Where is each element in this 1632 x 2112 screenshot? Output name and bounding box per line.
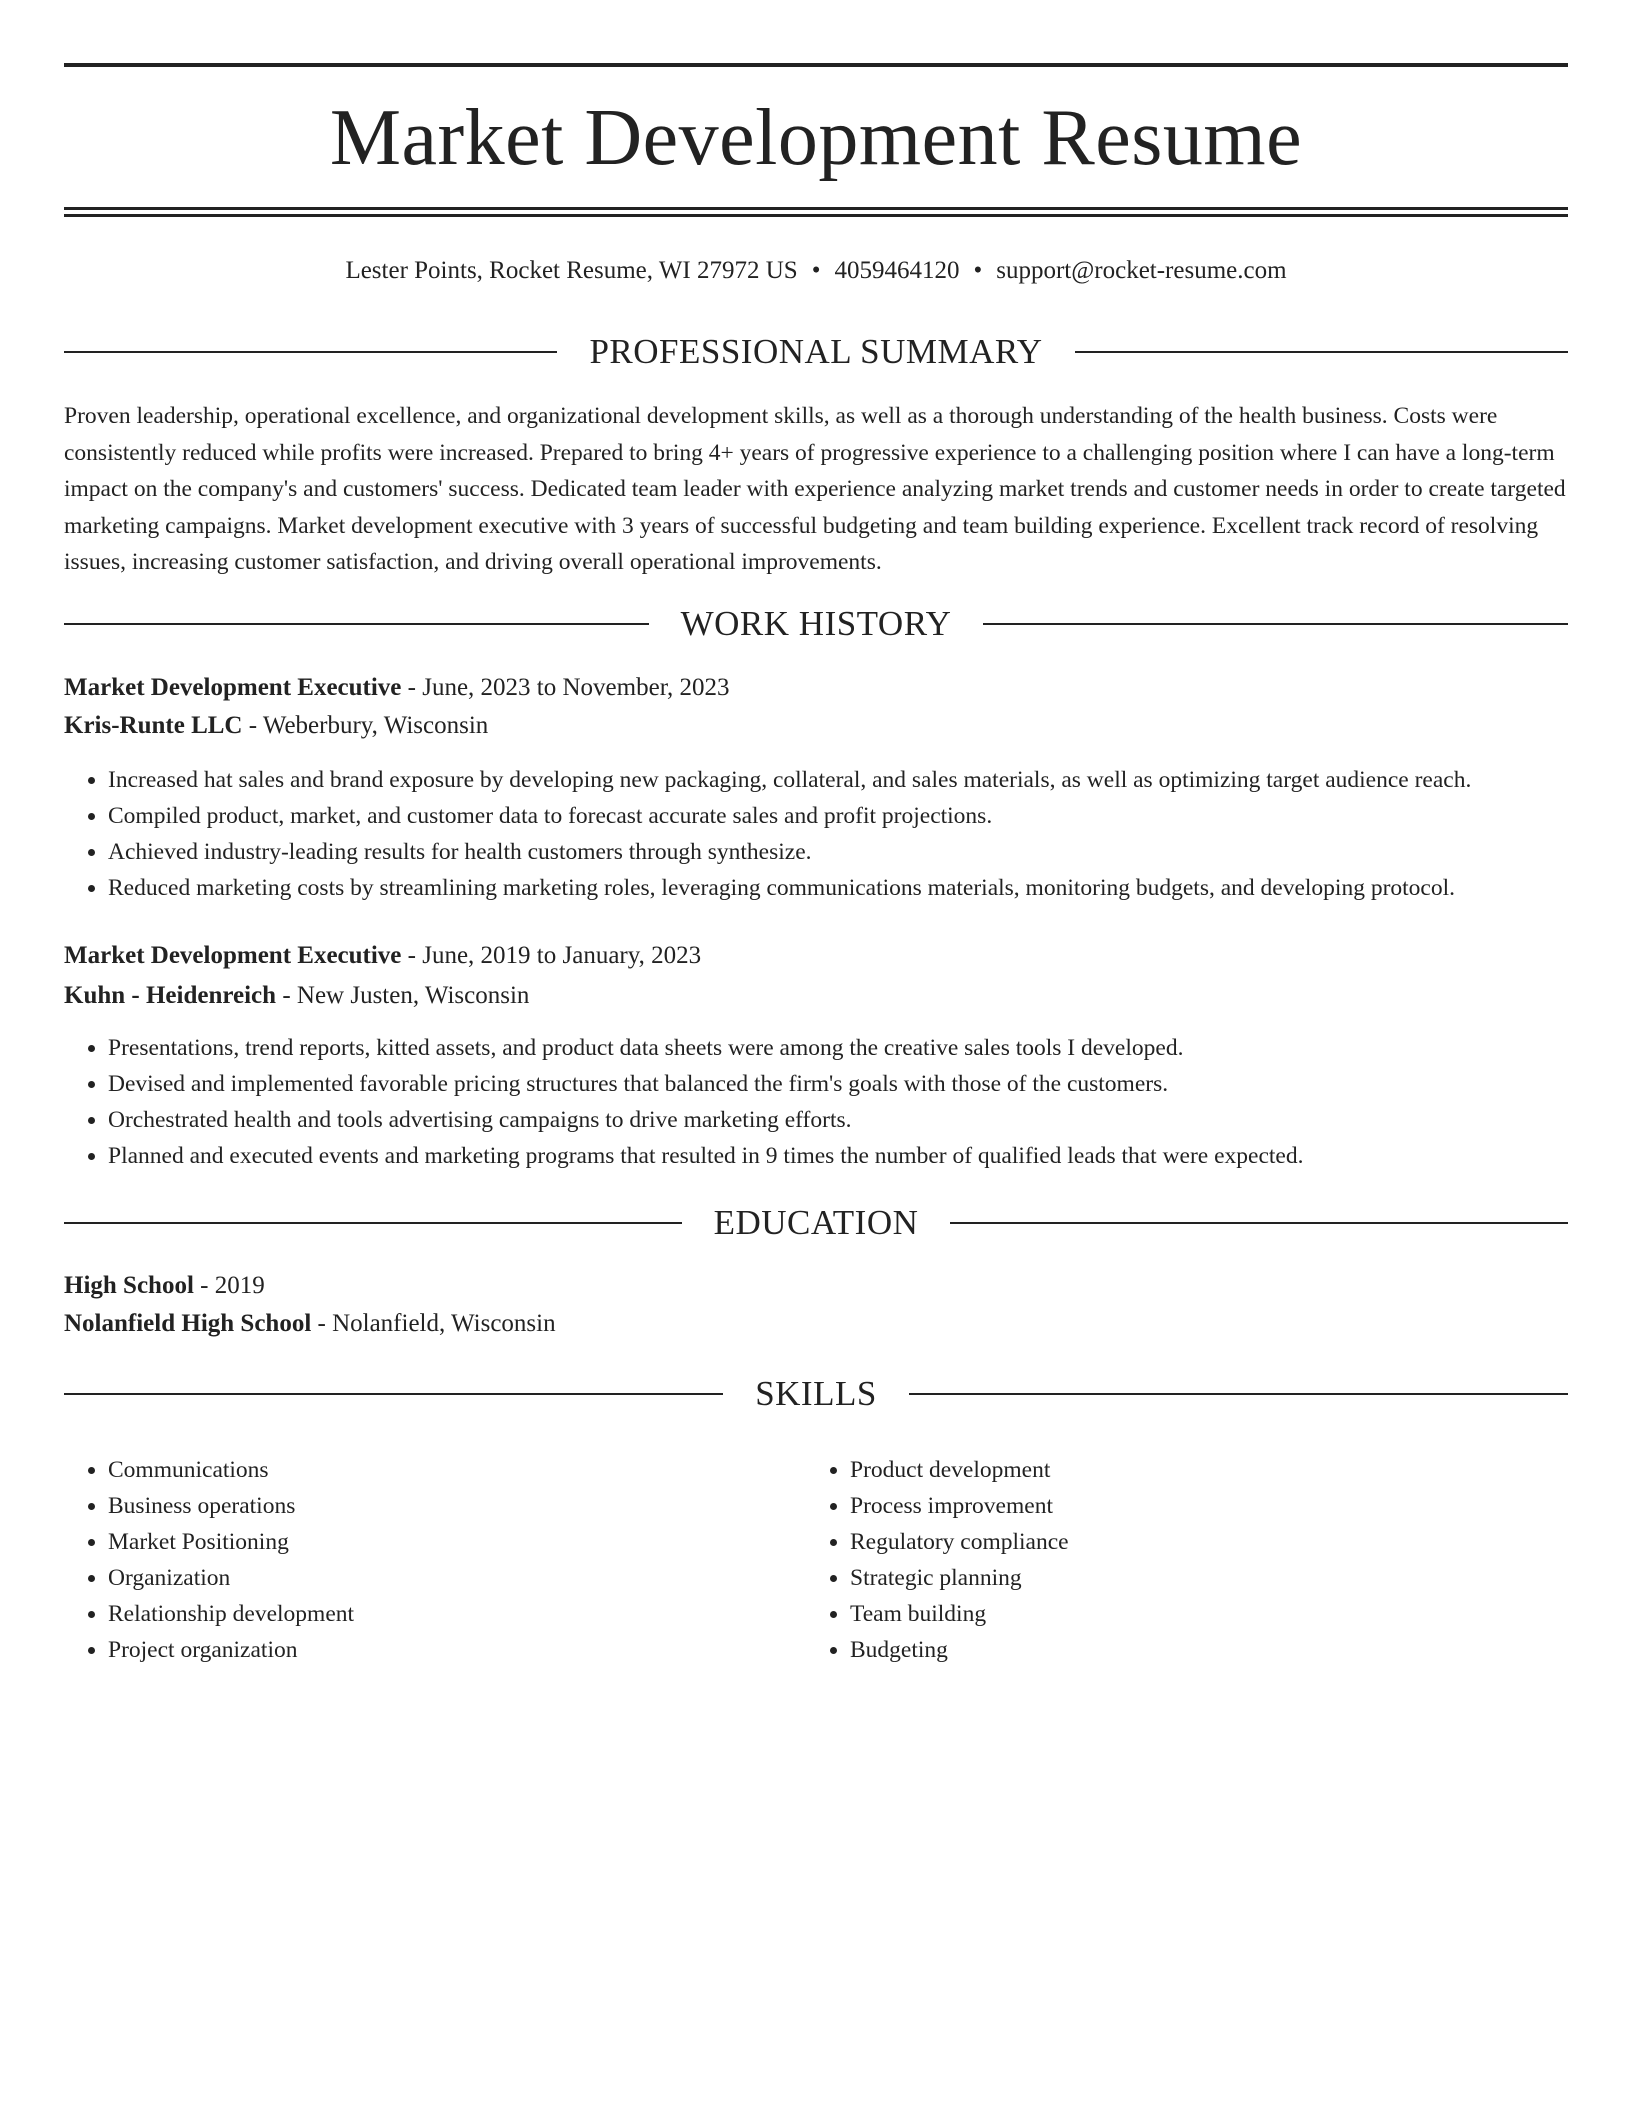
contact-separator: • (811, 257, 821, 284)
job-title-line (64, 670, 1568, 706)
job-title: Market Development Executive (64, 942, 402, 969)
education-degree-line (64, 1268, 1568, 1304)
list-item: • Project organization (108, 1632, 788, 1668)
heading-rule (64, 623, 649, 625)
education-school: Nolanfield High School (64, 1310, 312, 1337)
list-item: • Devised and implemented favorable pricing structures that balanced the firm's goals with those of the customers. (108, 1066, 1568, 1102)
education-degree: High School (64, 1272, 194, 1299)
contact-separator: • (973, 257, 983, 284)
job-company-line (64, 978, 1568, 1014)
heading-rule (950, 1222, 1568, 1224)
job-title-line (64, 938, 1568, 974)
section-title: PROFESSIONAL SUMMARY (589, 332, 1043, 371)
job-title: Market Development Executive (64, 674, 402, 701)
list-item: • Achieved industry-leading results for health customers through synthesize. (108, 834, 1568, 870)
section-title: EDUCATION (713, 1203, 919, 1242)
list-item: • Strategic planning (850, 1560, 1530, 1596)
job-bullet-list (64, 1030, 1568, 1174)
job-company: Kuhn - Heidenreich (64, 982, 277, 1009)
list-item: • Reduced marketing costs by streamlining marketing roles, leveraging communications materials, monitoring budgets, and developing protocol. (108, 870, 1568, 906)
job-location: - Weberbury, Wisconsin (242, 712, 489, 739)
contact-line (64, 253, 1568, 289)
summary-text: Proven leadership, operational excellence, and organizational development skills, as well as a thorough understanding of the health business. Costs were consistently reduced while profits were increased. Prepared to bring 4+ years of progressive experience to a challenging position where I can have a long-term impact on the company's and customers' success. Dedicated team leader with experience analyzing market trends and customer needs in order to create targeted marketing campaigns. Market development executive with 3 years of successful budgeting and team building experience. Excellent track record of resolving issues, increasing customer satisfaction, and driving overall operational improvements. (64, 403, 1566, 575)
heading-rule (64, 1222, 682, 1224)
job-location: - New Justen, Wisconsin (276, 982, 530, 1009)
contact-address: Lester Points, Rocket Resume, WI 27972 US (345, 257, 798, 284)
top-rule (64, 63, 1568, 67)
section-title: WORK HISTORY (680, 604, 952, 643)
list-item: • Business operations (108, 1488, 788, 1524)
education-location: - Nolanfield, Wisconsin (311, 1310, 556, 1337)
list-item: • Organization (108, 1560, 788, 1596)
contact-phone: 4059464120 (834, 257, 960, 284)
heading-rule (983, 623, 1568, 625)
job-company: Kris-Runte LLC (64, 712, 243, 739)
list-item: • Product development (850, 1452, 1530, 1488)
list-item: • Presentations, trend reports, kitted assets, and product data sheets were among the creative sales tools I developed. (108, 1030, 1568, 1066)
job-bullet-list (64, 762, 1568, 906)
heading-rule (1075, 351, 1568, 353)
list-item: • Compiled product, market, and customer data to forecast accurate sales and profit projections. (108, 798, 1568, 834)
list-item: • Budgeting (850, 1632, 1530, 1668)
education-school-line (64, 1306, 1568, 1342)
section-heading-education (64, 1201, 1568, 1245)
section-title: SKILLS (755, 1374, 877, 1413)
list-item: • Team building (850, 1596, 1530, 1632)
job-dates: - June, 2019 to January, 2023 (401, 942, 702, 969)
title-double-rule (64, 207, 1568, 217)
list-item: • Orchestrated health and tools advertising campaigns to drive marketing efforts. (108, 1102, 1568, 1138)
heading-rule (64, 351, 557, 353)
list-item: • Regulatory compliance (850, 1524, 1530, 1560)
contact-email: support@rocket-resume.com (996, 257, 1287, 284)
skills-list-right (806, 1452, 1530, 1668)
list-item: • Communications (108, 1452, 788, 1488)
list-item: • Process improvement (850, 1488, 1530, 1524)
heading-rule (909, 1393, 1568, 1395)
skills-list-left (64, 1452, 788, 1668)
resume-title: Market Development Resume (329, 94, 1303, 182)
section-heading-work-history (64, 602, 1568, 646)
list-item: • Planned and executed events and marketing programs that resulted in 9 times the number of qualified leads that were expected. (108, 1138, 1568, 1174)
job-company-line (64, 708, 1568, 744)
section-heading-skills (64, 1372, 1568, 1416)
list-item: • Market Positioning (108, 1524, 788, 1560)
list-item: • Relationship development (108, 1596, 788, 1632)
heading-rule (64, 1393, 723, 1395)
list-item: • Increased hat sales and brand exposure by developing new packaging, collateral, and sales materials, as well as optimizing target audience reach. (108, 762, 1568, 798)
education-year: - 2019 (193, 1272, 265, 1299)
section-heading-summary (64, 330, 1568, 374)
job-dates: - June, 2023 to November, 2023 (401, 674, 730, 701)
